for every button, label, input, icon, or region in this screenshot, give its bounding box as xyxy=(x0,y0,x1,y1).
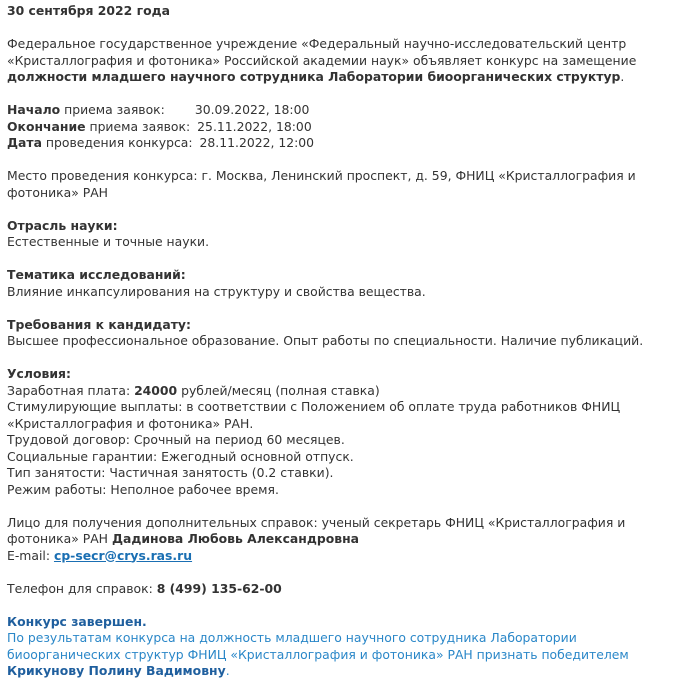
contact-person: Лицо для получения дополнительных справок: ученый секретарь ФНИЦ «Кристаллография и фотоника» РАН Дадинова Любовь Александровна xyxy=(7,514,626,546)
contact-name: Дадинова Любовь Александровна xyxy=(111,531,359,546)
result-text: По результатам конкурса на должность младшего научного сотрудника Лаборатории биоорганических структур ФНИЦ «Кристаллография и фотоника» РАН признать победителем Крикунову Полину Вадимовну. xyxy=(7,630,629,678)
field-label: Отрасль науки: xyxy=(7,217,118,233)
schedule-block xyxy=(7,102,694,152)
field-value: Естественные и точные науки. xyxy=(7,234,210,249)
result-block xyxy=(7,614,694,680)
work-schedule: Режим работы: Неполное рабочее время. xyxy=(7,481,279,497)
employment: Тип занятости: Частичная занятость (0.2 ставки). xyxy=(7,465,334,480)
topic-label: Тематика исследований: xyxy=(7,267,186,282)
position-title: должности младшего научного сотрудника Лаборатории биоорганических структур xyxy=(7,69,621,84)
salary-amount: 24000 xyxy=(134,382,178,398)
place: Место проведения конкурса: г. Москва, Ленинский проспект, д. 59, ФНИЦ «Кристаллография и фотоника» РАН xyxy=(7,168,636,200)
winner-name: Крикунову Полину Вадимовну xyxy=(7,663,226,678)
requirements-label: Требования к кандидату: xyxy=(7,316,191,332)
intro-paragraph: Федеральное государственное учреждение «Федеральный научно-исследовательский центр «Кристаллография и фотоника» Российской академии наук» объявляет конкурс на замещение должности младшего научного сотрудника Лаборатории биоорганических структур. xyxy=(7,36,637,84)
conditions-label: Условия: xyxy=(7,366,71,381)
topic-value: Влияние инкапсулирования на структуру и свойства вещества. xyxy=(7,283,426,299)
requirements-value: Высшее профессиональное образование. Опыт работы по специальности. Наличие публикаций. xyxy=(7,333,644,348)
contact-email: E-mail: cp-secr@crys.ras.ru xyxy=(7,547,193,563)
phone-number: 8 (499) 135-62-00 xyxy=(156,580,282,596)
announcement-date: 30 сентября 2022 года xyxy=(7,3,170,18)
social: Социальные гарантии: Ежегодный основной отпуск. xyxy=(7,448,354,464)
result-status: Конкурс завершен. xyxy=(7,613,147,629)
email-link[interactable]: cp-secr@crys.ras.ru xyxy=(53,547,193,563)
bonus: Стимулирующие выплаты: в соответствии с Положением об оплате труда работников ФНИЦ «Кристаллография и фотоника» РАН. xyxy=(7,399,621,431)
schedule-date: Дата проведения конкурса: 28.11.2022, 12:00 xyxy=(7,135,315,150)
schedule-end: Окончание приема заявок: 25.11.2022, 18:00 xyxy=(7,118,312,134)
schedule-start: Начало приема заявок: 30.09.2022, 18:00 xyxy=(7,102,310,117)
contract: Трудовой договор: Срочный на период 60 месяцев. xyxy=(7,432,345,447)
contact-phone: Телефон для справок: 8 (499) 135-62-00 xyxy=(7,580,282,596)
salary: Заработная плата: 24000 рублей/месяц (полная ставка) xyxy=(7,382,380,398)
